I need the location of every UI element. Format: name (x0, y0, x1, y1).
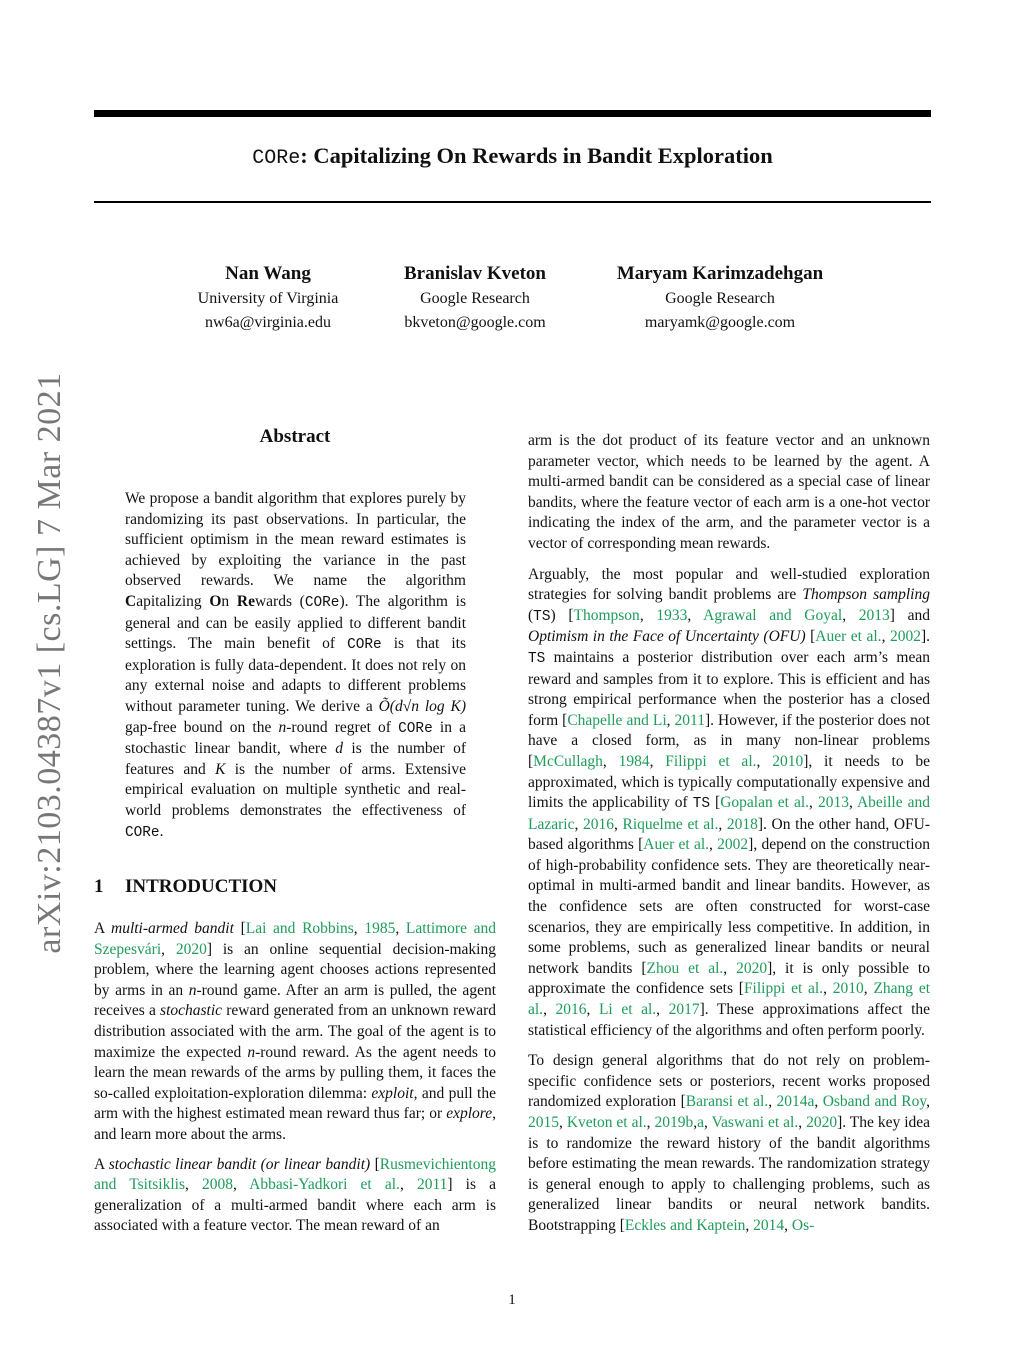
author-name: Nan Wang (225, 263, 311, 284)
page-number: 1 (508, 1292, 516, 1308)
citation-link[interactable]: 2018 (726, 815, 758, 833)
citation-link[interactable]: a (697, 1114, 704, 1131)
citation-link[interactable]: McCullagh (533, 752, 603, 770)
citation-link[interactable]: Abbasi-Yadkori et al. (249, 1176, 400, 1194)
citation-link[interactable]: Baransi et al. (685, 1093, 769, 1111)
citation-link[interactable]: Agrawal and Goyal (703, 606, 843, 624)
citation-link[interactable]: Li et al. (598, 1001, 657, 1019)
citation-link[interactable]: Chapelle and Li (567, 711, 667, 729)
author-affiliation: University of Virginia (197, 289, 339, 307)
citation-link[interactable]: Kveton et al. (566, 1114, 647, 1131)
citation-link[interactable]: Abeille and Lazaric (528, 794, 931, 833)
citation-link[interactable]: Eckles and Kaptein (624, 1216, 746, 1234)
citation-link[interactable]: 2002 (889, 628, 921, 646)
citation-link[interactable]: 2019b (654, 1114, 694, 1131)
paper-title: CORe: Capitalizing On Rewards in Bandit Exploration (252, 143, 773, 170)
citation-link[interactable]: 2015 (528, 1114, 559, 1131)
citation-link[interactable]: Os- (791, 1216, 815, 1234)
citation-link[interactable]: Zhou et al. (646, 959, 724, 977)
paragraph: arm is the dot product of its feature vector and an unknown parameter vector, which needs to be learned by the agent. A multi-armed bandit can be considered as a special case of linear bandits, where the feature vector of each arm is a one-hot vector indicating the index of the arm, and the parameter vector is a vector of corresponding mean rewards. (528, 432, 930, 552)
citation-link[interactable]: 1985 (364, 920, 396, 937)
citation-link[interactable]: 1933 (656, 606, 688, 624)
author-affiliation: Google Research (420, 289, 530, 307)
citation-link[interactable]: Riquelme et al. (622, 815, 719, 833)
author-affiliation: Google Research (665, 289, 775, 307)
citation-link[interactable]: 2011 (416, 1176, 448, 1194)
citation-link[interactable]: Gopalan et al. (720, 794, 810, 812)
algorithm-name: CORe (252, 147, 301, 170)
section-number: 1 (94, 876, 104, 897)
author-name: Branislav Kveton (404, 263, 546, 284)
citation-link[interactable]: Thompson (573, 606, 640, 624)
citation-link[interactable]: 2014 (753, 1216, 785, 1234)
citation-link[interactable]: 2011 (674, 711, 705, 729)
paragraph: Arguably, the most popular and well-studied exploration strategies for solving bandit problems are Thompson sampling (TS) [Thompson, 1933, Agrawal and Goyal, 2013] and Optimism in the Face of Uncertainty (OFU) [Auer et al., 2002]. TS maintains a posterior distribution over each arm’s mean reward and samples from it to explore. This is efficient and has strong empirical performance when the posterior has a closed form [Chapelle and Li, 2011]. However, if the posterior does not have a closed form, as in many non-linear problems [McCullagh, 1984, Filippi et al., 2010], it needs to be approximated, which is typically computationally expensive and limits the applicability of TS [Gopalan et al., 2013, Abeille and Lazaric, 2016, Riquelme et al., 2018]. On the other hand, OFU-based algorithms [Auer et al., 2002], depend on the construction of high-probability confidence sets. They are theoretically near-optimal in multi-armed bandit and linear bandits. However, as the confidence sets are often constructed for worst-case scenarios, they are empirically less competitive. In addition, in some problems, such as generalized linear bandits or neural network bandits [Zhou et al., 2020], it is only possible to approximate the confidence sets [Filippi et al., 2010, Zhang et al., 2016, Li et al., 2017]. These approximations affect the statistical efficiency of the algorithms and often perform poorly. (528, 565, 931, 1039)
citation-link[interactable]: 2008 (201, 1176, 233, 1194)
citation-link[interactable]: 2020 (175, 940, 207, 958)
citation-link[interactable]: 1984 (618, 752, 650, 770)
citation-link[interactable]: 2010 (772, 752, 804, 770)
abstract-heading: Abstract (259, 426, 331, 447)
citation-link[interactable]: Auer et al. (815, 628, 882, 646)
title-top-rule (94, 110, 931, 117)
citation-link[interactable]: Rusmevichientong and Tsitsiklis (94, 1155, 496, 1194)
citation-link[interactable]: Lai and Robbins (245, 920, 354, 937)
citation-link[interactable]: Zhang et al. (528, 980, 931, 1019)
citation-link[interactable]: Auer et al. (643, 836, 710, 854)
author-block (345, 262, 605, 336)
citation-link[interactable]: 2002 (717, 836, 749, 854)
regret-bound: Õ(d√n log K) (378, 697, 466, 715)
citation-link[interactable]: 2010 (832, 980, 864, 998)
citation-link[interactable]: Filippi et al. (743, 980, 824, 998)
citation-link[interactable]: 2016 (555, 1001, 587, 1019)
right-column-body (528, 431, 930, 1237)
author-email[interactable]: bkveton@google.com (404, 314, 546, 331)
author-email[interactable]: nw6a@virginia.edu (205, 314, 331, 331)
citation-link[interactable]: Vaswani et al. (711, 1114, 799, 1131)
citation-link[interactable]: 2013 (817, 794, 849, 812)
title-bottom-rule (94, 201, 931, 203)
citation-link[interactable]: 2020 (806, 1114, 838, 1131)
author-name: Maryam Karimzadehgan (616, 263, 824, 284)
citation-link[interactable]: 2017 (668, 1001, 700, 1019)
section-title: INTRODUCTION (125, 876, 278, 897)
abstract-text: We propose a bandit algorithm that explores purely by randomizing its past observations. In particular, the sufficient optimism in the mean reward estimates is achieved by exploiting the variance in the past observed rewards. We name the algorithm Capitalizing On Rewards (CORe). The algorithm is general and can be easily applied to different bandit settings. The main benefit of CORe is that its exploration is fully data-dependent. It does not rely on any external noise and adapts to different problems without parameter tuning. We derive a Õ(d√n log K) gap-free bound on the n-round regret of CORe in a stochastic linear bandit, where d is the number of features and K is the number of arms. Extensive empirical evaluation on multiple synthetic and real-world problems demonstrates the effectiveness of CORe. (125, 490, 467, 841)
author-email[interactable]: maryamk@google.com (644, 314, 796, 331)
citation-link[interactable]: Filippi et al. (665, 752, 757, 770)
arxiv-identifier-stamp: arXiv:2103.04387v1 [cs.LG] 7 Mar 2021 (31, 372, 68, 954)
citation-link[interactable]: 2016 (583, 815, 614, 833)
section-heading-introduction (94, 876, 277, 898)
paragraph: To design general algorithms that do not rely on problem-specific confidence sets or posteriors, recent works proposed randomized exploration [Baransi et al., 2014a, Osband and Roy, 2015, Kveton et al., 2019b,a, Vaswani et al., 2020]. The key idea is to randomize the reward history of the bandit algorithms before estimating the mean rewards. The randomization strategy is general enough to apply to challenging problems, such as generalized linear bandits or neural network bandits. Bootstrapping [Eckles and Kaptein, 2014, Os- (528, 1052, 931, 1234)
paragraph: A multi-armed bandit [Lai and Robbins, 1985, Lattimore and Szepesvári, 2020] is an online sequential decision-making problem, where the learning agent chooses actions represented by arms in an n-round game. After an arm is pulled, the agent receives a stochastic reward generated from an unknown reward distribution associated with the arm. The goal of the agent is to maximize the expected n-round reward. As the agent needs to learn the mean rewards of the arms by pulling them, it faces the so-called exploitation-exploration dilemma: exploit, and pull the arm with the highest estimated mean reward thus far; or explore, and learn more about the arms. (94, 920, 497, 1143)
paragraph: A stochastic linear bandit (or linear bandit) [Rusmevichientong and Tsitsiklis, 2008, Abbasi-Yadkori et al., 2011] is a generalization of a multi-armed bandit where each arm is associated with a feature vector. The mean reward of an (94, 1155, 496, 1235)
citation-link[interactable]: Lattimore and Szepesvári (94, 920, 497, 958)
author-block (590, 262, 850, 336)
left-column-body (94, 919, 496, 1237)
citation-link[interactable]: 2014a (776, 1093, 815, 1111)
citation-link[interactable]: 2013 (858, 606, 890, 624)
citation-link[interactable]: 2020 (736, 959, 768, 977)
citation-link[interactable]: Osband and Roy (822, 1093, 927, 1111)
